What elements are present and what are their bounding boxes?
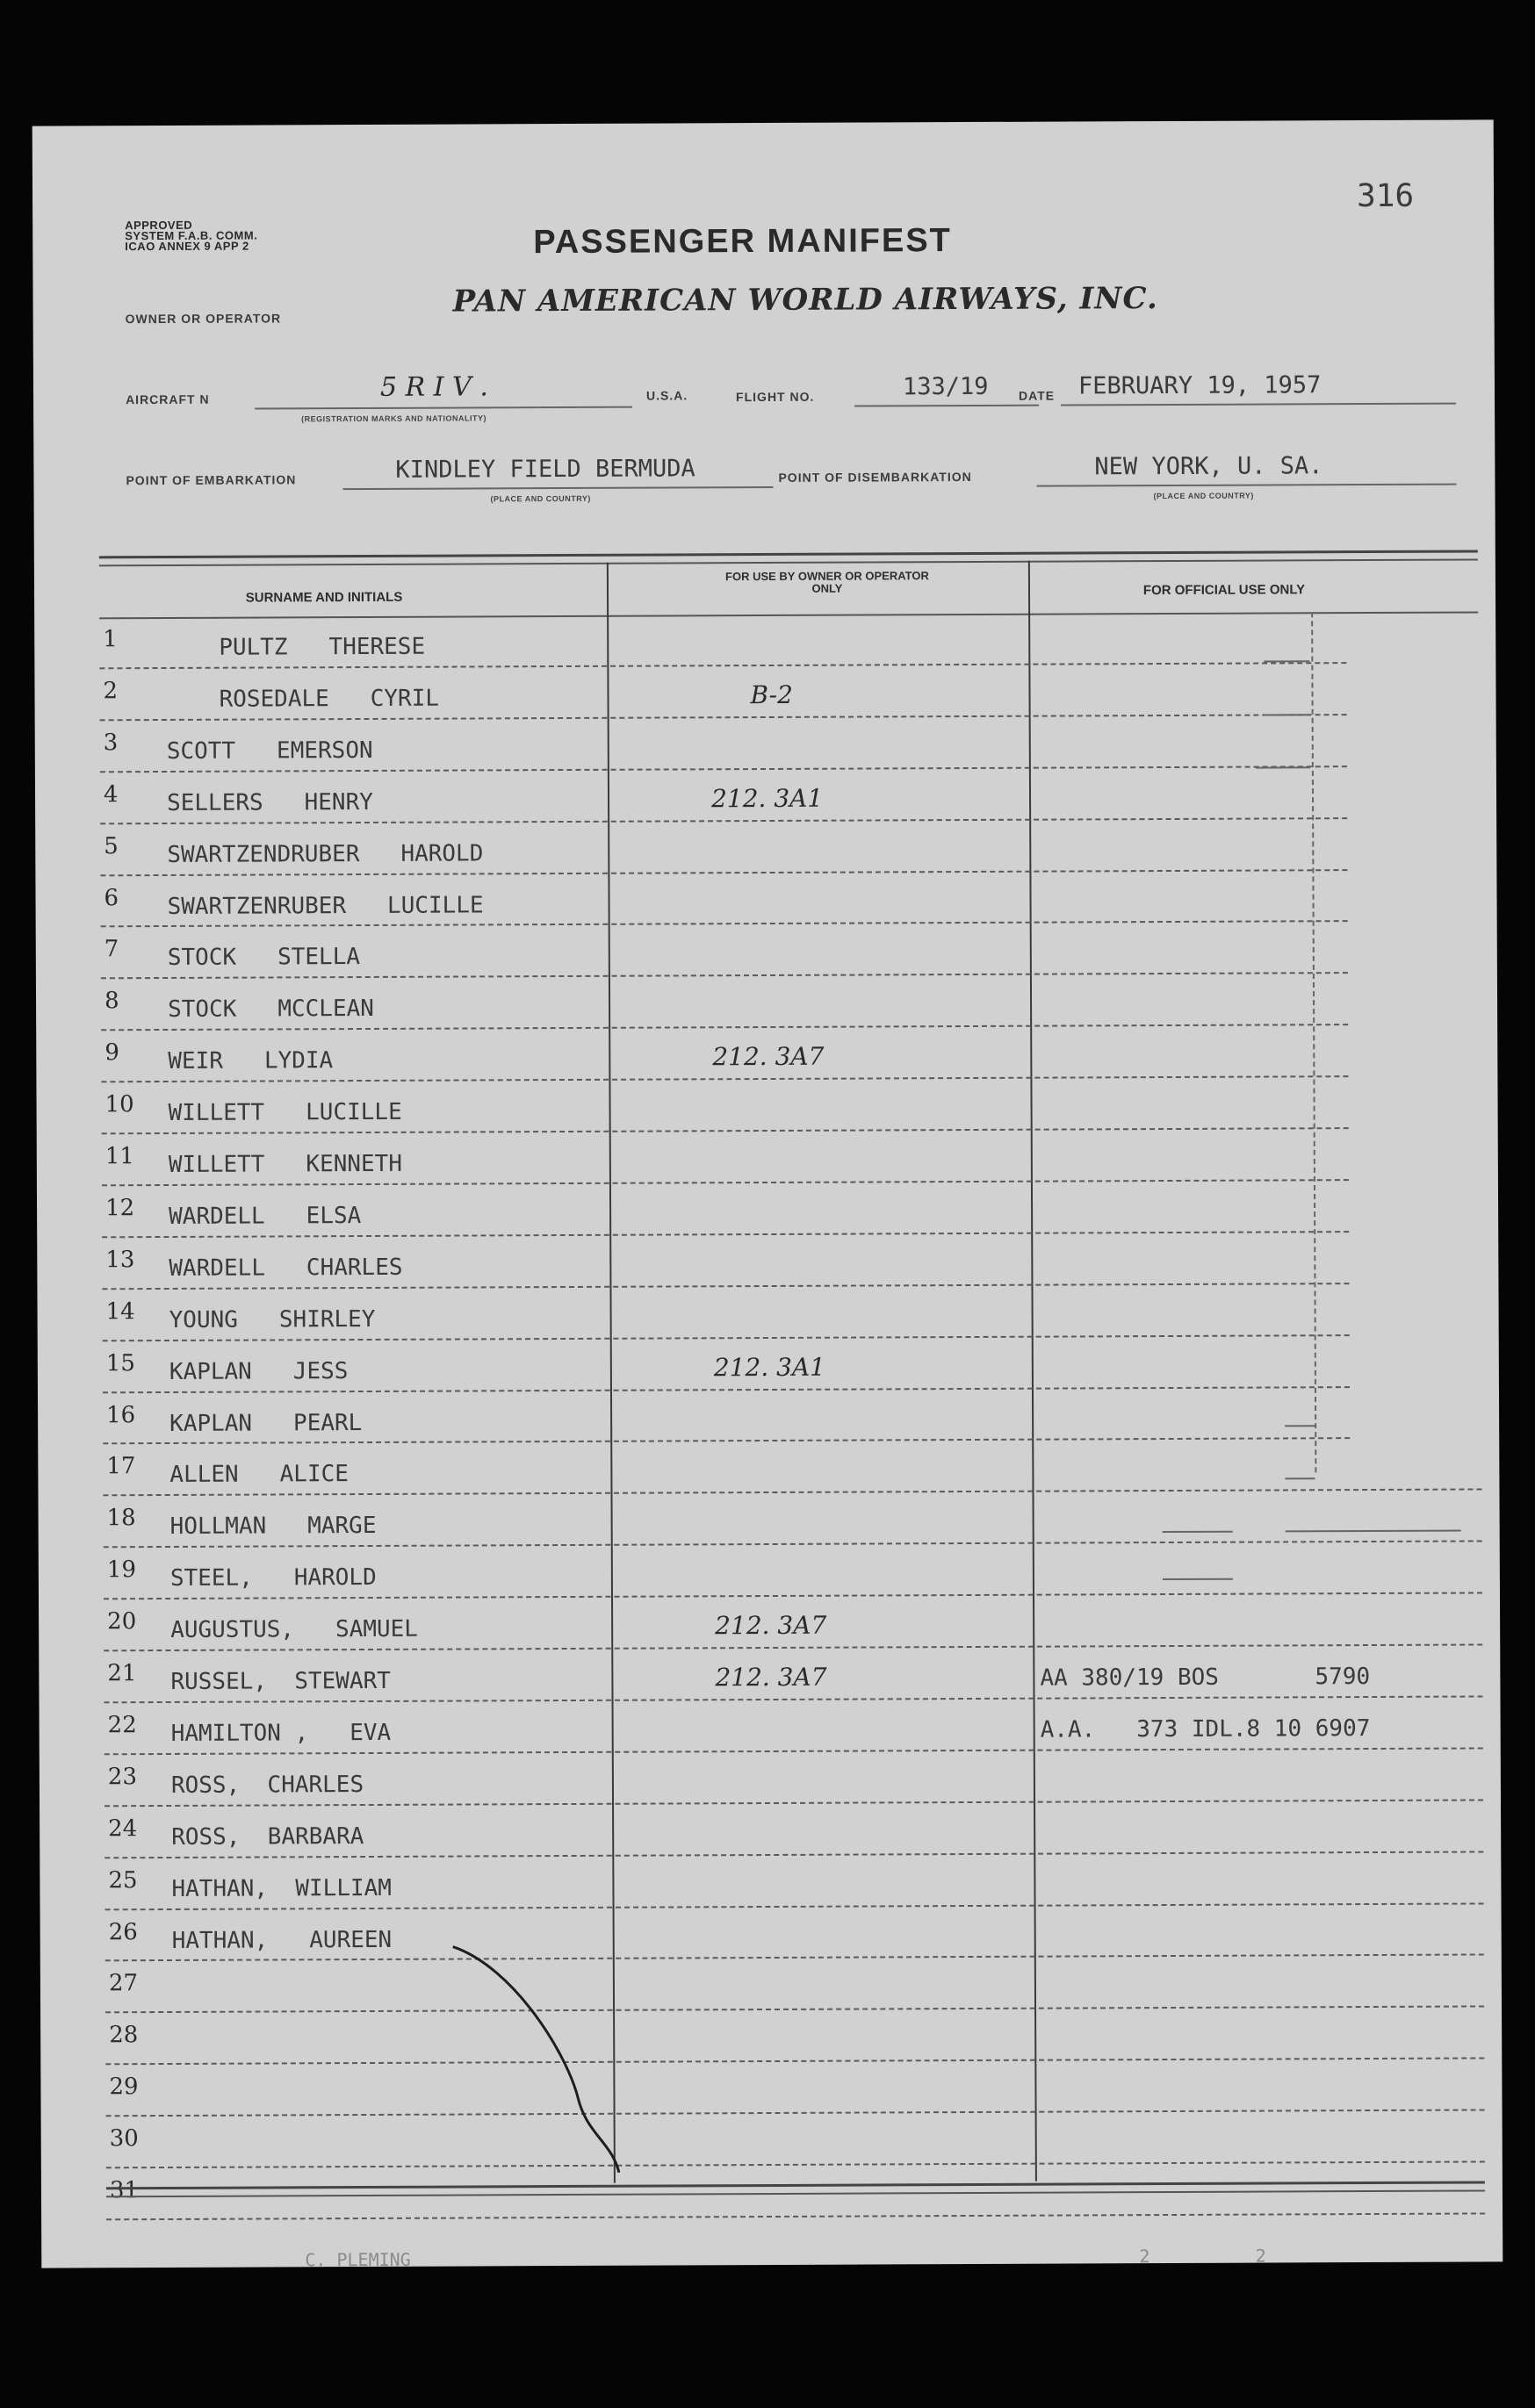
row-number: 7 <box>104 936 119 963</box>
footer-left: C. PLEMING <box>305 2248 411 2271</box>
passenger-name: WARDELL ELSA <box>169 1202 362 1230</box>
passenger-name: SWARTZENDRUBER HAROLD <box>167 840 484 868</box>
row-number: 6 <box>104 884 119 911</box>
passenger-name: ROSEDALE CYRIL <box>219 685 440 713</box>
row-number: 24 <box>108 1815 138 1842</box>
embark-sublabel: (PLACE AND COUNTRY) <box>490 493 591 504</box>
row-number: 3 <box>103 730 119 757</box>
passenger-name: PULTZ THERESE <box>219 633 426 661</box>
passenger-name: SELLERS HENRY <box>166 788 373 816</box>
operator-code: 212. 3A7 <box>715 1610 827 1641</box>
row-number: 27 <box>108 1970 139 1997</box>
row-number: 4 <box>103 780 119 808</box>
operator-name: PAN AMERICAN WORLD AIRWAYS, INC. <box>452 281 1158 320</box>
operator-code: 212. 3A1 <box>713 1352 826 1382</box>
aircraft-sublabel: (REGISTRATION MARKS AND NATIONALITY) <box>301 413 486 424</box>
row-number: 11 <box>104 1143 134 1170</box>
embark-label: POINT OF EMBARKATION <box>126 472 297 488</box>
passenger-name: SWARTZENRUBER LUCILLE <box>167 891 484 920</box>
passenger-name: STOCK STELLA <box>167 944 361 972</box>
row-number: 23 <box>107 1763 138 1791</box>
row-number: 5 <box>104 832 119 859</box>
flight-date: FEBRUARY 19, 1957 <box>1077 371 1322 400</box>
date-label: DATE <box>1019 388 1056 403</box>
passenger-name: WARDELL CHARLES <box>169 1254 403 1282</box>
row-number: 26 <box>108 1918 138 1945</box>
passenger-name: ROSS, CHARLES <box>170 1771 364 1799</box>
operator-code: B-2 <box>750 679 793 709</box>
row-number: 28 <box>109 2022 139 2049</box>
row-number: 12 <box>104 1195 135 1222</box>
passenger-name: YOUNG SHIRLEY <box>169 1305 376 1333</box>
row-number: 9 <box>104 1039 119 1067</box>
approval-note: APPROVED SYSTEM F.A.B. COMM. ICAO ANNEX 9 APP 2 <box>125 218 258 254</box>
row-number: 13 <box>105 1246 135 1274</box>
closing-stroke <box>32 119 1503 2268</box>
row-number: 20 <box>107 1608 137 1635</box>
manifest-sheet <box>32 119 1503 2271</box>
flight-label: FLIGHT NO. <box>736 389 815 405</box>
row-number: 18 <box>106 1505 136 1532</box>
embark-place: KINDLEY FIELD BERMUDA <box>395 455 695 484</box>
owner-label: OWNER OR OPERATOR <box>125 311 282 327</box>
operator-code: 212. 3A7 <box>712 1041 825 1072</box>
column-header-owner: FOR USE BY OWNER OR OPERATOR ONLY <box>724 569 929 595</box>
page-title: PASSENGER MANIFEST <box>533 222 952 262</box>
row-number: 8 <box>104 988 119 1015</box>
official-note: AA 380/19 BOS 5790 <box>1040 1664 1371 1692</box>
row-number: 19 <box>106 1556 137 1584</box>
usa-label: U.S.A. <box>645 388 688 403</box>
footer-right: 2 2 <box>1139 2245 1266 2268</box>
row-number: 15 <box>105 1349 135 1377</box>
passenger-name: WEIR LYDIA <box>168 1047 334 1075</box>
column-header-official: FOR OFFICIAL USE ONLY <box>1142 582 1306 599</box>
passenger-name: HAMILTON , EVA <box>170 1719 392 1747</box>
row-number: 21 <box>107 1660 137 1687</box>
passenger-name: ALLEN ALICE <box>169 1461 349 1489</box>
passenger-name: STEEL, HAROLD <box>169 1564 377 1592</box>
passenger-name: HOLLMAN MARGE <box>169 1513 377 1541</box>
row-number: 22 <box>107 1712 137 1739</box>
disembark-label: POINT OF DISEMBARKATION <box>778 469 972 485</box>
aircraft-registration: 5 R I V . <box>379 371 488 403</box>
passenger-name: ROSS, BARBARA <box>171 1822 364 1851</box>
row-number: 31 <box>109 2177 140 2204</box>
passenger-name: KAPLAN JESS <box>169 1357 349 1385</box>
official-note: A.A. 373 IDL.8 10 6907 <box>1040 1714 1371 1743</box>
row-number: 10 <box>104 1091 134 1118</box>
row-number: 2 <box>103 678 119 705</box>
aircraft-label: AIRCRAFT N <box>126 392 210 407</box>
passenger-name: STOCK MCCLEAN <box>168 996 374 1024</box>
passenger-name: RUSSEL, STEWART <box>170 1667 391 1695</box>
page-number: 316 <box>1356 177 1415 215</box>
row-number: 30 <box>109 2125 139 2153</box>
passenger-name: SCOTT EMERSON <box>166 737 373 765</box>
row-number: 14 <box>105 1297 135 1325</box>
row-number: 17 <box>106 1453 136 1480</box>
row-number: 16 <box>106 1401 136 1428</box>
column-header-names: SURNAME AND INITIALS <box>245 589 403 606</box>
passenger-name: WILLETT LUCILLE <box>168 1098 402 1127</box>
passenger-name: AUGUSTUS, SAMUEL <box>170 1615 418 1644</box>
row-number: 1 <box>103 626 118 653</box>
disembark-place: NEW YORK, U. SA. <box>1094 452 1323 481</box>
operator-code: 212. 3A1 <box>710 783 824 813</box>
passenger-name: HATHAN, WILLIAM <box>171 1874 392 1902</box>
passenger-name: KAPLAN PEARL <box>169 1409 363 1437</box>
passenger-name: WILLETT KENNETH <box>168 1150 403 1178</box>
flight-number: 133/19 <box>902 372 989 401</box>
passenger-name: HATHAN, AUREEN <box>171 1926 393 1954</box>
disembark-sublabel: (PLACE AND COUNTRY) <box>1153 491 1254 501</box>
row-number: 29 <box>109 2074 139 2101</box>
operator-code: 212. 3A7 <box>715 1662 827 1693</box>
row-number: 25 <box>108 1866 138 1894</box>
